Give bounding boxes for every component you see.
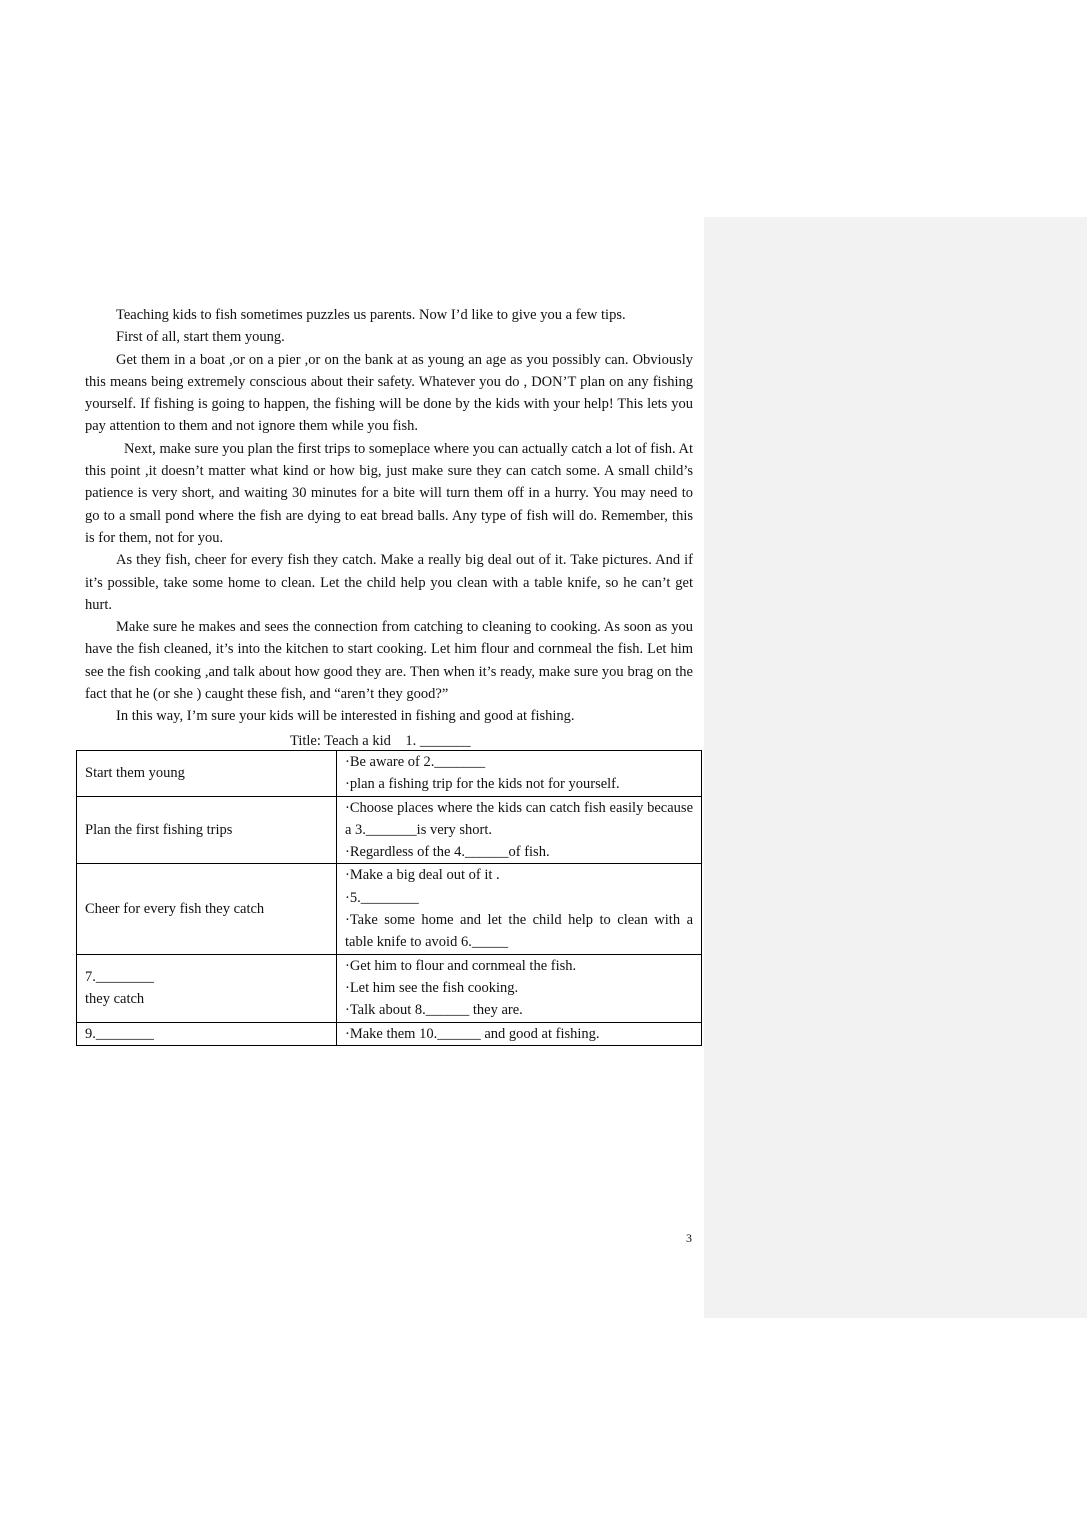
cell-line: Plan the first fishing trips	[85, 821, 233, 838]
summary-table	[76, 750, 702, 1046]
cell-line: they catch	[85, 991, 145, 1008]
table-cell-left	[77, 1022, 337, 1045]
cell-line: 7.________	[85, 968, 154, 985]
table-row	[77, 751, 702, 797]
paragraph-intro: Teaching kids to fish sometimes puzzles us parents. Now I’d like to give you a few tips.	[116, 307, 626, 323]
cell-line: ·Let him see the fish cooking.	[345, 979, 519, 996]
cell-line: ·Take some home and let the child help to clean with a table knife to avoid 6._____	[345, 912, 693, 951]
cell-line: ·Be aware of 2._______	[345, 754, 486, 770]
passage	[85, 304, 693, 728]
paragraph-next: Next, make sure you plan the first trips to someplace where you can actually catch a lot of fish. At this point ,it doesn’t matter what kind or how big, just make sure they can catch some. A small child’s patience is very short, and waiting 30 minutes for a bite will turn them off in a hurry. You may need to go to a small pond where the fish are dying to eat bread balls. Any type of fish will do. Remember, this is for them, not for you.	[85, 440, 693, 546]
table-row	[77, 954, 702, 1022]
table-cell-left	[77, 954, 337, 1022]
cell-line: Start them young	[85, 765, 185, 782]
table-title: Title: Teach a kid 1. _______	[290, 733, 471, 749]
cell-line: 9.________	[85, 1025, 154, 1042]
table-row	[77, 796, 702, 864]
comment-pane	[704, 217, 1087, 1318]
table-cell-right	[337, 1022, 702, 1045]
cell-line: ·Talk about 8.______ they are.	[345, 1002, 523, 1019]
table-cell-right	[337, 796, 702, 864]
table-row	[77, 864, 702, 954]
paragraph-first-tip: First of all, start them young.	[116, 329, 285, 346]
table-cell-right	[337, 954, 702, 1022]
table-cell-right	[337, 864, 702, 954]
cell-line: ·5.________	[345, 889, 419, 906]
cell-line: ·plan a fishing trip for the kids not for yourself.	[345, 776, 620, 793]
cell-line: ·Make a big deal out of it .	[345, 867, 500, 884]
cell-line: Cheer for every fish they catch	[85, 900, 265, 917]
table-row	[77, 1022, 702, 1045]
table-cell-left	[77, 796, 337, 864]
paragraph-cooking: Make sure he makes and sees the connection from catching to cleaning to cooking. As soon as you have the fish cleaned, it’s into the kitchen to start cooking. Let him flour and cornmeal the fish. Let him see the fish cooking ,and talk about how good they are. Then when it’s ready, make sure you brag on the fact that he (or she ) caught these fish, and “aren’t they good?”	[85, 619, 693, 703]
page-number: 3	[686, 1231, 692, 1245]
cell-line: ·Make them 10.______ and good at fishing.	[345, 1025, 600, 1042]
paragraph-cheer: As they fish, cheer for every fish they catch. Make a really big deal out of it. Take pictures. And if it’s possible, take some home to clean. Let the child help you clean with a table knife, so he can’t get hurt.	[85, 552, 693, 613]
cell-line: ·Regardless of the 4.______of fish.	[345, 844, 550, 861]
cell-line: ·Get him to flour and cornmeal the fish.	[345, 957, 577, 974]
table-cell-right	[337, 751, 702, 797]
paragraph-conclusion: In this way, I’m sure your kids will be interested in fishing and good at fishing.	[116, 708, 575, 725]
table-cell-left	[77, 864, 337, 954]
paragraph-get-them: Get them in a boat ,or on a pier ,or on the bank at as young an age as you possibly can. Obviously this means being extremely conscious about their safety. Whatever you do , DON’T plan on any fishing yourself. If fishing is going to happen, the fishing will be done by the kids with your help! This lets you pay attention to them and not ignore them while you fish.	[85, 351, 693, 435]
cell-line: ·Choose places where the kids can catch fish easily because a 3._______is very short.	[345, 799, 693, 838]
table-cell-left	[77, 751, 337, 797]
